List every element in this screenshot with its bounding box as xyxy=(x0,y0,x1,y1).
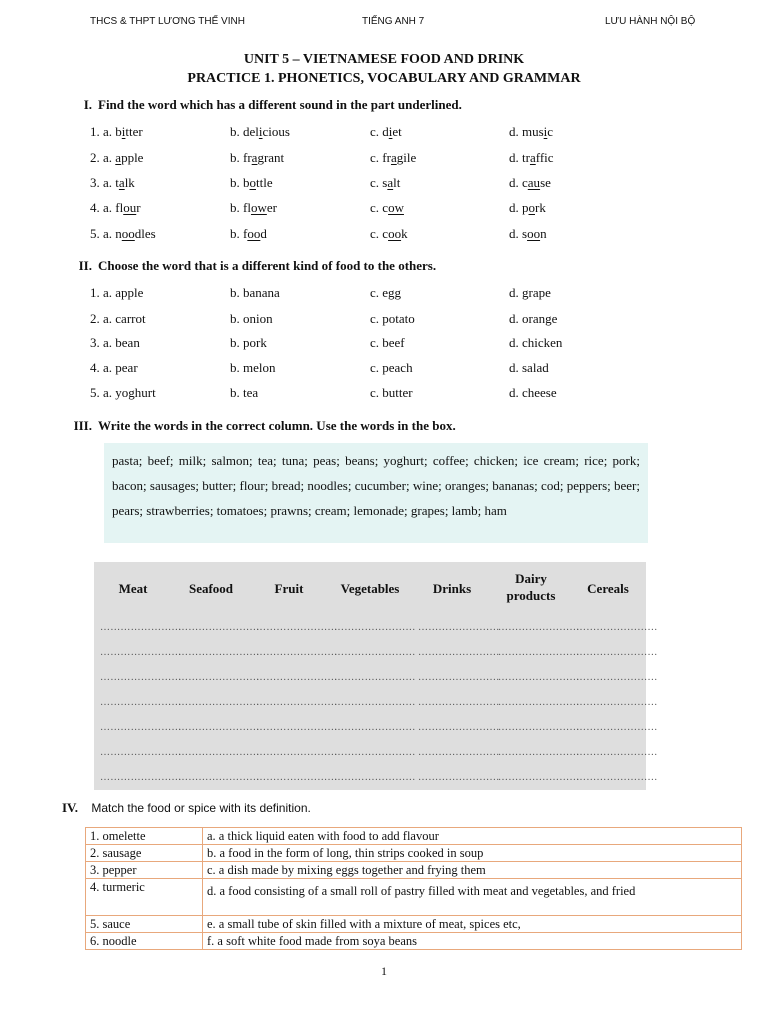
page-number: 1 xyxy=(381,964,387,978)
word-part: cious xyxy=(262,124,290,139)
option-label: b. xyxy=(230,150,240,165)
answer-option xyxy=(230,150,284,166)
definition: d. a food consisting of a small roll of pastry filled with meat and vegetables, and fried xyxy=(203,879,742,916)
definition: e. a small tube of skin filled with a mixture of meat, spices etc, xyxy=(203,916,742,933)
section-1-heading xyxy=(60,97,462,113)
answer-option xyxy=(509,124,553,140)
answer-blank[interactable]: …………………… xyxy=(418,722,500,733)
answer-option: b. banana xyxy=(230,285,280,300)
answer-blank[interactable]: …………………… xyxy=(418,622,500,633)
header-school: THCS & THPT LƯƠNG THẾ VINH xyxy=(90,16,245,27)
answer-blank[interactable]: …………………… xyxy=(256,772,338,783)
answer-blank[interactable]: …………………… xyxy=(576,622,658,633)
answer-blank[interactable]: …………………… xyxy=(100,672,182,683)
word-part: fr xyxy=(243,150,252,165)
section-4-number: IV. xyxy=(62,800,79,815)
match-row xyxy=(86,933,742,950)
word-part: fr xyxy=(382,150,391,165)
underlined-sound: oo xyxy=(121,226,135,241)
match-row xyxy=(86,862,742,879)
word-part: ffic xyxy=(535,150,554,165)
definition: a. a thick liquid eaten with food to add flavour xyxy=(203,828,742,845)
definition: b. a food in the form of long, thin strips cooked in soup xyxy=(203,845,742,862)
option-label: 2. a. xyxy=(90,150,113,165)
answer-option: c. peach xyxy=(370,360,413,375)
answer-option xyxy=(509,150,554,166)
column-header: Dairy products xyxy=(506,571,556,603)
answer-blank[interactable]: …………………… xyxy=(256,647,338,658)
answer-option xyxy=(90,335,140,351)
column-header: Seafood xyxy=(188,581,234,596)
answer-option: b. onion xyxy=(230,311,273,326)
answer-blank[interactable]: …………………… xyxy=(576,697,658,708)
answer-blank[interactable]: …………………… xyxy=(334,747,416,758)
word-part: tter xyxy=(125,124,143,139)
food-term: 2. sausage xyxy=(86,845,203,862)
answer-blank[interactable]: …………………… xyxy=(418,697,500,708)
underlined-sound: i xyxy=(121,124,126,139)
option-word: yoghurt xyxy=(115,385,156,400)
word-part: mus xyxy=(522,124,544,139)
option-label: b. xyxy=(230,226,240,241)
underlined-sound: o xyxy=(249,175,256,190)
option-label: c. xyxy=(370,124,380,139)
answer-blank[interactable]: …………………… xyxy=(576,647,658,658)
column-header: Vegetables xyxy=(340,581,400,596)
word-part: dles xyxy=(134,226,156,241)
answer-blank[interactable]: …………………… xyxy=(418,747,500,758)
answer-blank[interactable]: …………………… xyxy=(418,672,500,683)
option-label: 2. a. xyxy=(90,311,113,326)
underlined-sound: i xyxy=(258,124,263,139)
answer-blank[interactable]: …………………… xyxy=(576,672,658,683)
answer-option: c. butter xyxy=(370,385,413,400)
answer-blank[interactable]: …………………… xyxy=(418,772,500,783)
practice-title: PRACTICE 1. PHONETICS, VOCABULARY AND GRAMMAR xyxy=(187,71,581,86)
option-label: d. xyxy=(509,200,519,215)
answer-option xyxy=(230,226,267,242)
category-table xyxy=(94,562,658,790)
option-word: pear xyxy=(115,360,138,375)
option-label: 4. a. xyxy=(90,200,113,215)
word-part: r xyxy=(136,200,141,215)
section-3-number: III. xyxy=(73,418,92,433)
word-part: fl xyxy=(243,200,251,215)
answer-blank[interactable]: …………………… xyxy=(256,697,338,708)
word-part: t xyxy=(115,175,119,190)
answer-blank[interactable]: …………………… xyxy=(100,722,182,733)
answer-blank[interactable]: …………………… xyxy=(498,772,580,783)
food-term: 6. noodle xyxy=(86,933,203,950)
answer-blank[interactable]: …………………… xyxy=(100,772,182,783)
answer-blank[interactable]: …………………… xyxy=(498,647,580,658)
answer-blank[interactable]: …………………… xyxy=(334,722,416,733)
underlined-sound: oo xyxy=(247,226,261,241)
option-word: apple xyxy=(115,285,144,300)
definition: f. a soft white food made from soya beans xyxy=(203,933,742,950)
answer-option xyxy=(90,385,156,401)
answer-blank[interactable]: …………………… xyxy=(178,647,260,658)
answer-option xyxy=(370,175,400,191)
word-part: f xyxy=(243,226,248,241)
option-label: c. xyxy=(370,175,380,190)
answer-option xyxy=(370,150,416,166)
answer-option: d. salad xyxy=(509,360,549,375)
answer-option xyxy=(370,124,402,140)
answer-option xyxy=(90,285,143,301)
answer-blank[interactable]: …………………… xyxy=(334,622,416,633)
option-label: c. xyxy=(370,200,380,215)
underlined-sound: a xyxy=(529,150,536,165)
section-2-number: II. xyxy=(78,258,92,273)
column-header: Meat xyxy=(118,581,148,596)
answer-option xyxy=(90,150,143,166)
word-part: s xyxy=(522,226,528,241)
option-word: bean xyxy=(115,335,140,350)
match-row xyxy=(86,828,742,845)
section-1-number: I. xyxy=(83,97,92,112)
section-3-heading xyxy=(60,418,456,434)
answer-blank[interactable]: …………………… xyxy=(256,747,338,758)
underlined-sound: a xyxy=(118,175,125,190)
underlined-sound: ow xyxy=(388,200,404,215)
word-part: rk xyxy=(535,200,546,215)
underlined-sound: ou xyxy=(123,200,137,215)
section-2-heading xyxy=(60,258,436,274)
answer-blank[interactable]: …………………… xyxy=(334,647,416,658)
answer-option xyxy=(370,226,408,242)
answer-option xyxy=(90,360,138,376)
answer-blank[interactable]: …………………… xyxy=(100,697,182,708)
option-label: 3. a. xyxy=(90,335,113,350)
matching-table xyxy=(85,827,742,950)
word-part: n xyxy=(540,226,547,241)
answer-option xyxy=(90,175,135,191)
unit-title: UNIT 5 – VIETNAMESE FOOD AND DRINK xyxy=(243,52,525,67)
answer-option: d. orange xyxy=(509,311,558,326)
word-part: c xyxy=(382,226,389,241)
answer-blank[interactable]: …………………… xyxy=(498,722,580,733)
word-part: et xyxy=(392,124,402,139)
definition: c. a dish made by mixing eggs together and frying them xyxy=(203,862,742,879)
answer-blank[interactable]: …………………… xyxy=(498,672,580,683)
underlined-sound: oo xyxy=(388,226,402,241)
food-term: 4. turmeric xyxy=(86,879,203,916)
answer-blank[interactable]: …………………… xyxy=(576,747,658,758)
match-row xyxy=(86,879,742,916)
option-label: 1. a. xyxy=(90,285,113,300)
word-part: s xyxy=(382,175,388,190)
underlined-sound: a xyxy=(387,175,394,190)
underlined-sound: oo xyxy=(527,226,541,241)
food-term: 5. sauce xyxy=(86,916,203,933)
word-part: er xyxy=(266,200,277,215)
food-term: 3. pepper xyxy=(86,862,203,879)
answer-blank[interactable]: …………………… xyxy=(498,747,580,758)
word-part: k xyxy=(401,226,408,241)
answer-option: c. egg xyxy=(370,285,402,300)
section-4-heading xyxy=(62,800,311,816)
word-part: gile xyxy=(396,150,417,165)
answer-option xyxy=(90,124,143,140)
word-part: b xyxy=(115,124,122,139)
underlined-sound: ow xyxy=(250,200,267,215)
word-part: del xyxy=(243,124,259,139)
answer-blank[interactable]: …………………… xyxy=(576,722,658,733)
header-note: LƯU HÀNH NỘI BỘ xyxy=(605,16,696,27)
word-part: c xyxy=(547,124,554,139)
answer-blank[interactable]: …………………… xyxy=(418,647,500,658)
word-box: pasta; beef; milk; salmon; tea; tuna; peas; beans; yoghurt; coffee; chicken; ice cream; rice; pork; bacon; sausages; butter; flour; bread; noodles; cucumber; wine; oranges; bananas; cod; peppers; beer; pears; strawberries; tomatoes; prawns; cream; lemonade; grapes; lamb; ham xyxy=(104,443,648,543)
answer-blank[interactable]: …………………… xyxy=(178,697,260,708)
answer-blank[interactable]: …………………… xyxy=(256,672,338,683)
option-label: d. xyxy=(509,226,519,241)
column-header: Fruit xyxy=(274,581,304,596)
option-label: d. xyxy=(509,124,519,139)
answer-option xyxy=(90,311,146,327)
answer-option xyxy=(230,175,273,191)
answer-blank[interactable]: …………………… xyxy=(576,772,658,783)
answer-option: c. beef xyxy=(370,335,405,350)
word-part: n xyxy=(115,226,122,241)
answer-option xyxy=(230,200,277,216)
answer-blank[interactable]: …………………… xyxy=(334,697,416,708)
answer-option xyxy=(370,200,404,216)
word-part: p xyxy=(522,200,529,215)
answer-option: b. pork xyxy=(230,335,267,350)
answer-option: b. tea xyxy=(230,385,259,400)
answer-blank[interactable]: …………………… xyxy=(256,622,338,633)
answer-blank[interactable]: …………………… xyxy=(498,697,580,708)
underlined-sound: a xyxy=(390,150,397,165)
option-label: d. xyxy=(509,150,519,165)
word-part: c xyxy=(522,175,528,190)
answer-option: c. potato xyxy=(370,311,415,326)
answer-blank[interactable]: …………………… xyxy=(178,672,260,683)
section-3-instruction: Write the words in the correct column. Use the words in the box. xyxy=(98,418,456,433)
answer-blank[interactable]: …………………… xyxy=(100,747,182,758)
underlined-sound: a xyxy=(115,150,122,165)
match-row xyxy=(86,916,742,933)
answer-option xyxy=(230,124,290,140)
section-1-instruction: Find the word which has a different sound in the part underlined. xyxy=(98,97,462,112)
column-header: Cereals xyxy=(587,581,629,596)
word-part: d xyxy=(382,124,389,139)
underlined-sound: i xyxy=(388,124,393,139)
answer-option xyxy=(90,226,156,242)
answer-blank[interactable]: …………………… xyxy=(100,622,182,633)
answer-option xyxy=(90,200,141,216)
food-term: 1. omelette xyxy=(86,828,203,845)
word-part: grant xyxy=(257,150,285,165)
option-label: c. xyxy=(370,226,380,241)
match-row xyxy=(86,845,742,862)
word-part: d xyxy=(260,226,267,241)
answer-option xyxy=(509,200,546,216)
answer-blank[interactable]: …………………… xyxy=(178,622,260,633)
word-part: fl xyxy=(115,200,124,215)
option-label: 5. a. xyxy=(90,226,113,241)
option-label: 4. a. xyxy=(90,360,113,375)
option-label: d. xyxy=(509,175,519,190)
underlined-sound: au xyxy=(527,175,541,190)
answer-option: d. grape xyxy=(509,285,551,300)
answer-blank[interactable]: …………………… xyxy=(498,622,580,633)
option-word: carrot xyxy=(115,311,146,326)
word-part: lt xyxy=(393,175,401,190)
answer-option xyxy=(509,175,551,191)
option-label: 1. a. xyxy=(90,124,113,139)
option-label: b. xyxy=(230,200,240,215)
section-2-instruction: Choose the word that is a different kind of food to the others. xyxy=(98,258,437,273)
word-part: c xyxy=(382,200,389,215)
option-label: c. xyxy=(370,150,380,165)
option-label: 3. a. xyxy=(90,175,113,190)
answer-blank[interactable]: …………………… xyxy=(334,672,416,683)
underlined-sound: i xyxy=(543,124,548,139)
option-label: 5. a. xyxy=(90,385,113,400)
word-part: b xyxy=(243,175,250,190)
answer-blank[interactable]: …………………… xyxy=(100,647,182,658)
answer-option: d. chicken xyxy=(509,335,563,350)
answer-blank[interactable]: …………………… xyxy=(178,722,260,733)
underlined-sound: a xyxy=(251,150,258,165)
word-part: lk xyxy=(124,175,135,190)
answer-blank[interactable]: …………………… xyxy=(256,722,338,733)
option-label: b. xyxy=(230,175,240,190)
column-header: Drinks xyxy=(432,581,472,596)
option-label: b. xyxy=(230,124,240,139)
header-subject: TIẾNG ANH 7 xyxy=(362,16,425,27)
answer-blank[interactable]: …………………… xyxy=(178,747,260,758)
answer-option xyxy=(509,226,547,242)
answer-option: b. melon xyxy=(230,360,276,375)
answer-blank[interactable]: …………………… xyxy=(178,772,260,783)
answer-option: d. cheese xyxy=(509,385,557,400)
word-part: ttle xyxy=(256,175,273,190)
word-part: tr xyxy=(522,150,530,165)
word-part: pple xyxy=(121,150,144,165)
section-4-instruction: Match the food or spice with its definition. xyxy=(91,801,311,815)
underlined-sound: o xyxy=(528,200,535,215)
answer-blank[interactable]: …………………… xyxy=(334,772,416,783)
word-part: se xyxy=(540,175,551,190)
